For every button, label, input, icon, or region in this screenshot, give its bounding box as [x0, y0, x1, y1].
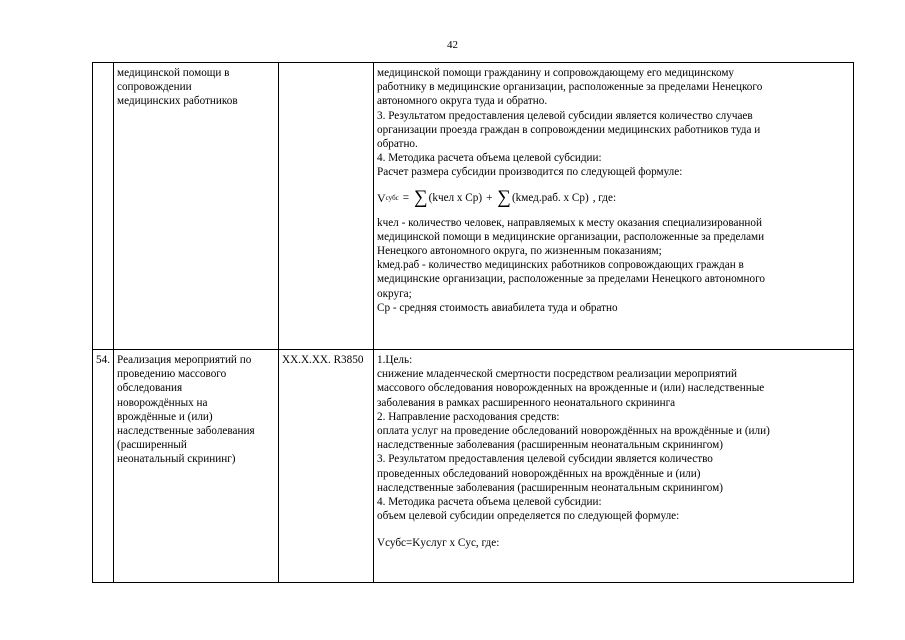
formula-v: V [377, 190, 386, 205]
text-line: медицинские организации, расположенные за пределами Ненецкого автономного [377, 273, 766, 286]
row-number-cell: 54. [93, 350, 114, 583]
page-number: 42 [447, 39, 458, 51]
text-line: медицинских работников [117, 95, 238, 108]
formula-term: (kчел x Cp) [428, 191, 483, 204]
sum-symbol: ∑ [414, 187, 428, 209]
text-line: медицинской помощи в медицинские организации, расположенные за пределами [377, 230, 765, 243]
text-line: новорождённых на [117, 396, 208, 409]
text-line: автономного округа туда и обратно. [377, 95, 548, 108]
text-line: снижение младенческой смертности посредством реализации мероприятий [377, 368, 737, 381]
text-line: проведению массового [117, 368, 227, 381]
text-line: организации проезда граждан в сопровождении медицинских работников туда и [377, 123, 761, 136]
formula-tail: , где: [592, 191, 617, 204]
formula-plus: + [486, 191, 493, 204]
text-line: kчел - количество человек, направляемых к месту оказания специализированной [377, 216, 762, 229]
text-line: неонатальный скрининг) [117, 453, 236, 466]
text-line: заболевания в рамках расширенного неонатального скрининга [377, 396, 676, 409]
text-line: сопровождении [117, 81, 192, 94]
sum-symbol: ∑ [497, 187, 511, 209]
text-line: Расчет размера субсидии производится по следующей формуле: [377, 166, 683, 179]
row-number-cell [93, 63, 114, 350]
text-line: 1.Цель: [377, 354, 413, 366]
text-line: 4. Методика расчета объема целевой субсидии: [377, 496, 602, 509]
text-line: работнику в медицинские организации, расположенные за пределами Ненецкого [377, 81, 763, 94]
text-line: медицинской помощи в [117, 67, 230, 79]
description-cell [374, 350, 854, 583]
subsidy-formula [377, 183, 850, 213]
description-cell [374, 63, 854, 350]
text-line: оплата услуг на проведение обследований новорождённых на врождённые и (или) [377, 425, 770, 438]
text-line: медицинской помощи гражданину и сопровождающему его медицинскому [377, 67, 734, 79]
text-line: обследования [117, 382, 183, 395]
text-line: массового обследования новорожденных на врожденные и (или) наследственные [377, 382, 765, 395]
text-line: врождённые и (или) [117, 410, 213, 423]
text-line: 3. Результатом предоставления целевой субсидии является количество случаев [377, 109, 753, 122]
budget-code-cell [279, 63, 374, 350]
measure-name-cell [114, 63, 279, 350]
table-row [93, 350, 854, 583]
formula-subscript: субс [385, 193, 399, 202]
formula-line: Vсубс=Kуслуг x Cус, где: [377, 537, 500, 550]
text-line: Ненецкого автономного округа, по жизненным показаниям; [377, 245, 662, 258]
table-row [93, 63, 854, 350]
text-line: наследственные заболевания (расширенным неонатальным скринингом) [377, 481, 723, 494]
text-line: Реализация мероприятий по [117, 354, 252, 366]
text-line: 2. Направление расходования средств: [377, 410, 560, 423]
text-line: 3. Результатом предоставления целевой субсидии является количество [377, 453, 713, 466]
text-line: обратно. [377, 138, 418, 151]
text-line: округа; [377, 287, 412, 300]
text-line: (расширенный [117, 439, 187, 452]
formula-term: (kмед.раб. x Cp) [511, 191, 589, 204]
formula-equals: = [402, 191, 410, 204]
text-line: 4. Методика расчета объема целевой субсидии: [377, 152, 602, 165]
subsidy-table [92, 62, 854, 583]
text-line: kмед.раб - количество медицинских работников сопровождающих граждан в [377, 259, 744, 272]
budget-code-cell [279, 350, 374, 583]
text-line: Cp - средняя стоимость авиабилета туда и обратно [377, 301, 618, 314]
text-line: наследственные заболевания (расширенным неонатальным скринингом) [377, 439, 723, 452]
budget-code: XX.X.XX. R3850 [282, 354, 364, 366]
text-line: проведенных обследований новорождённых на врождённые и (или) [377, 467, 701, 480]
text-line: наследственные заболевания [117, 425, 255, 438]
text-line: объем целевой субсидии определяется по следующей формуле: [377, 510, 680, 523]
measure-name-cell [114, 350, 279, 583]
